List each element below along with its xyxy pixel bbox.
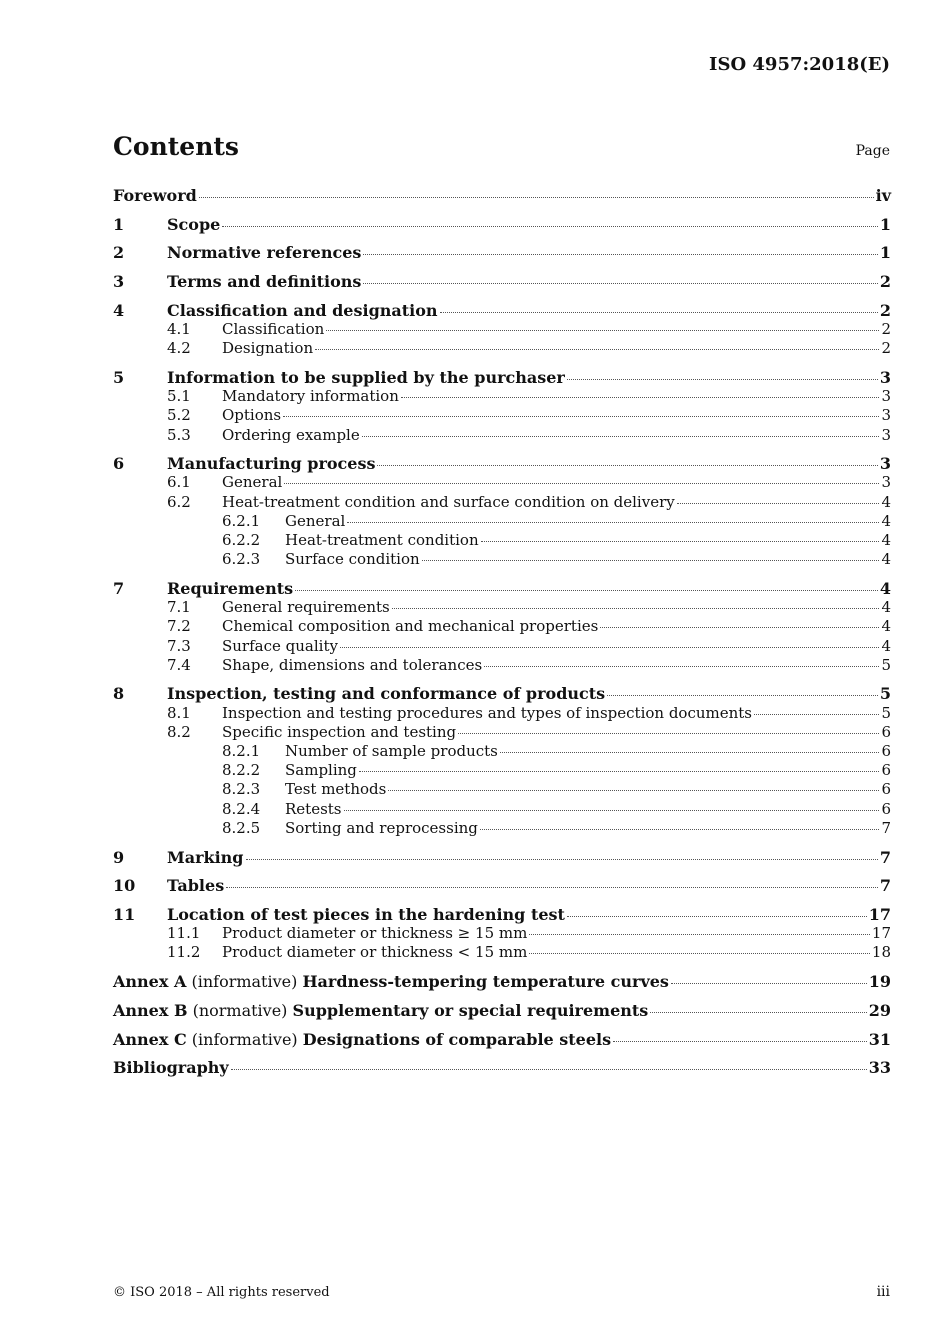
toc-entry[interactable] [113, 905, 891, 924]
toc-entry[interactable] [113, 493, 891, 512]
toc-entry[interactable] [113, 972, 891, 991]
toc-entry-number: 4.2 [167, 339, 191, 358]
toc-entry[interactable] [113, 924, 891, 943]
toc-entry[interactable] [113, 301, 891, 320]
toc-entry-title: Information to be supplied by the purchaser [167, 367, 565, 387]
toc-entry-number: 7.2 [167, 617, 191, 636]
toc-entry-page: 6 [881, 742, 891, 761]
toc-entry-page: 5 [881, 703, 891, 722]
toc-entry-title: Terms and definitions [167, 272, 362, 292]
toc-entry-title: Manufacturing process [167, 454, 376, 474]
dot-leader [363, 283, 877, 284]
toc-entry-number: 11.2 [167, 943, 201, 962]
toc-entry[interactable] [113, 272, 891, 291]
annex-type: (normative) [187, 1000, 293, 1020]
toc-entry-page: 4 [881, 531, 891, 550]
toc-entry-title [113, 972, 669, 991]
toc-entry-title: Surface condition [285, 550, 420, 569]
dot-leader [283, 416, 879, 417]
toc-entry-title: Specific inspection and testing [222, 722, 457, 741]
toc-entry-page: 29 [868, 1000, 891, 1020]
toc-entry[interactable] [113, 742, 891, 761]
dot-leader [392, 608, 880, 609]
toc-entry-title: General [285, 511, 346, 530]
toc-entry-number: 6.2.3 [222, 550, 261, 569]
copyright-notice: © ISO 2018 – All rights reserved [113, 1285, 330, 1300]
toc-entry-page: 33 [868, 1058, 891, 1078]
toc-entry-number: 5 [113, 367, 125, 387]
toc-entry[interactable] [113, 761, 891, 780]
toc-entry-number: 5.2 [167, 406, 191, 425]
toc-entry[interactable] [113, 617, 891, 636]
toc-entry[interactable] [113, 550, 891, 569]
toc-entry[interactable] [113, 819, 891, 838]
toc-entry-number: 7 [113, 578, 125, 598]
toc-entry-page: 6 [881, 761, 891, 780]
toc-entry-number: 10 [113, 876, 136, 896]
toc-entry-title: General requirements [222, 598, 390, 617]
toc-entry-number: 6 [113, 454, 125, 474]
dot-leader [440, 312, 878, 313]
dot-leader [567, 916, 867, 917]
dot-leader [284, 483, 879, 484]
toc-entry-page: 4 [881, 617, 891, 636]
toc-entry-number: 9 [113, 847, 125, 867]
table-of-contents [113, 186, 891, 1077]
toc-entry-title: Requirements [167, 578, 294, 598]
toc-entry-number: 8.1 [167, 703, 191, 722]
toc-entry-page: 6 [881, 722, 891, 741]
toc-entry-title: Heat-treatment condition and surface condition on delivery [222, 492, 675, 511]
dot-leader [480, 829, 880, 830]
dot-leader [529, 934, 870, 935]
toc-entry-title: Options [222, 406, 282, 425]
toc-entry-number: 2 [113, 243, 125, 263]
toc-entry-page: 4 [881, 550, 891, 569]
toc-entry-title: Inspection and testing procedures and types of inspection documents [222, 703, 753, 722]
toc-entry-title: Classification and designation [167, 300, 438, 320]
dot-leader [567, 379, 878, 380]
dot-leader [326, 330, 879, 331]
toc-entry[interactable] [113, 368, 891, 387]
dot-leader [500, 752, 880, 753]
toc-entry-number: 6.2.2 [222, 531, 261, 550]
toc-entry-page: iv [875, 186, 891, 205]
dot-leader [529, 953, 870, 954]
toc-entry[interactable] [113, 426, 891, 445]
toc-entry-number: 6.1 [167, 473, 191, 492]
toc-entry-title: Classification [222, 320, 325, 339]
toc-entry-page: 3 [881, 406, 891, 425]
toc-entry-title: Test methods [285, 780, 387, 799]
toc-entry[interactable] [113, 1058, 891, 1077]
annex-title: Hardness-tempering temperature curves [302, 972, 669, 992]
annex-title: Supplementary or special requirements [292, 1000, 649, 1020]
toc-entry[interactable] [113, 387, 891, 406]
toc-entry-number: 8.2.3 [222, 780, 261, 799]
toc-entry[interactable] [113, 684, 891, 703]
toc-entry-number: 11.1 [167, 924, 201, 943]
dot-leader [359, 771, 880, 772]
dot-leader [650, 1012, 866, 1013]
dot-leader [363, 254, 877, 255]
toc-entry[interactable] [113, 320, 891, 339]
dot-leader [315, 349, 879, 350]
toc-entry-page: 17 [871, 924, 891, 943]
toc-entry[interactable] [113, 406, 891, 425]
annex-title: Designations of comparable steels [302, 1029, 612, 1049]
toc-entry-page: 31 [868, 1029, 891, 1049]
toc-entry-title: General [222, 473, 283, 492]
toc-entry[interactable] [113, 454, 891, 473]
dot-leader [231, 1069, 867, 1070]
toc-entry-title: Normative references [167, 243, 362, 263]
toc-entry-title: Designation [222, 339, 314, 358]
toc-entry-page: 1 [879, 214, 891, 234]
toc-entry[interactable] [113, 943, 891, 962]
dot-leader [199, 197, 874, 198]
toc-entry-number: 8 [113, 684, 125, 704]
toc-entry-number: 4 [113, 300, 125, 320]
toc-entry-title: Bibliography [113, 1058, 229, 1078]
dot-leader [607, 695, 878, 696]
toc-entry-number: 7.4 [167, 655, 191, 674]
toc-entry[interactable] [113, 243, 891, 262]
toc-entry-number: 8.2.4 [222, 799, 261, 818]
dot-leader [677, 503, 880, 504]
dot-leader [600, 627, 879, 628]
dot-leader [295, 590, 878, 591]
toc-entry-title: Marking [167, 847, 244, 867]
dot-leader [377, 465, 877, 466]
dot-leader [222, 226, 878, 227]
document-id: ISO 4957:2018(E) [709, 54, 890, 75]
toc-entry[interactable] [113, 1030, 891, 1049]
contents-heading: Contents [113, 132, 240, 161]
toc-entry[interactable] [113, 215, 891, 234]
toc-entry-number: 4.1 [167, 320, 191, 339]
toc-entry-title: Foreword [113, 186, 197, 205]
toc-entry-number: 7.1 [167, 598, 191, 617]
toc-entry-page: 19 [868, 972, 891, 992]
annex-type: (informative) [186, 1029, 303, 1049]
toc-entry-title: Ordering example [222, 425, 360, 444]
toc-entry-page: 6 [881, 780, 891, 799]
toc-entry-page: 6 [881, 799, 891, 818]
toc-entry-title: Sampling [285, 761, 357, 780]
annex-label: Annex A [113, 972, 187, 992]
toc-entry-number: 8.2 [167, 722, 191, 741]
dot-leader [458, 733, 879, 734]
toc-entry[interactable] [113, 800, 891, 819]
toc-entry-page: 18 [871, 943, 891, 962]
toc-entry-page: 17 [868, 905, 891, 924]
dot-leader [754, 714, 879, 715]
toc-entry-page: 3 [881, 473, 891, 492]
toc-entry-page: 2 [879, 300, 891, 320]
toc-entry-number: 7.3 [167, 636, 191, 655]
toc-entry[interactable] [113, 473, 891, 492]
toc-entry-page: 7 [881, 818, 891, 837]
dot-leader [422, 560, 880, 561]
toc-entry[interactable] [113, 512, 891, 531]
toc-entry[interactable] [113, 531, 891, 550]
toc-entry-page: 4 [881, 511, 891, 530]
toc-entry[interactable] [113, 579, 891, 598]
toc-entry-number: 1 [113, 214, 125, 234]
dot-leader [671, 983, 867, 984]
toc-entry-number: 11 [113, 905, 136, 924]
toc-entry-page: 2 [879, 272, 891, 292]
toc-entry-title: Sorting and reprocessing [285, 818, 478, 837]
toc-entry-title: Location of test pieces in the hardening test [167, 905, 565, 924]
toc-entry[interactable] [113, 780, 891, 799]
toc-entry-page: 7 [879, 847, 891, 867]
toc-entry-number: 5.1 [167, 387, 191, 406]
toc-entry-number: 6.2 [167, 492, 191, 511]
toc-entry[interactable] [113, 876, 891, 895]
annex-type: (informative) [186, 972, 303, 992]
dot-leader [362, 436, 880, 437]
toc-entry[interactable] [113, 186, 891, 205]
toc-entry[interactable] [113, 637, 891, 656]
toc-entry-title: Scope [167, 214, 221, 234]
dot-leader [226, 887, 878, 888]
dot-leader [347, 522, 879, 523]
dot-leader [344, 810, 880, 811]
toc-entry-number: 5.3 [167, 425, 191, 444]
dot-leader [613, 1041, 867, 1042]
toc-entry-page: 4 [881, 598, 891, 617]
toc-entry-page: 7 [879, 876, 891, 896]
toc-entry-page: 4 [879, 578, 891, 598]
dot-leader [246, 859, 878, 860]
toc-entry-page: 3 [881, 387, 891, 406]
toc-entry[interactable] [113, 1001, 891, 1020]
toc-entry-title: Heat-treatment condition [285, 531, 479, 550]
toc-entry-page: 5 [879, 684, 891, 704]
toc-entry-title: Retests [285, 799, 342, 818]
toc-entry[interactable] [113, 704, 891, 723]
toc-entry-title: Chemical composition and mechanical properties [222, 617, 599, 636]
annex-label: Annex B [113, 1000, 188, 1020]
dot-leader [484, 666, 879, 667]
dot-leader [481, 541, 880, 542]
annex-label: Annex C [113, 1029, 187, 1049]
page-number: iii [876, 1284, 890, 1300]
dot-leader [340, 647, 880, 648]
dot-leader [388, 790, 879, 791]
toc-entry[interactable] [113, 848, 891, 867]
toc-entry-page: 5 [881, 655, 891, 674]
toc-entry-title [113, 1001, 648, 1020]
toc-entry-title: Number of sample products [285, 742, 498, 761]
toc-entry-title: Inspection, testing and conformance of products [167, 684, 606, 704]
toc-entry-number: 8.2.1 [222, 742, 261, 761]
toc-entry-page: 4 [881, 636, 891, 655]
toc-entry-number: 6.2.1 [222, 511, 261, 530]
toc-entry-page: 2 [881, 339, 891, 358]
page-column-label: Page [855, 143, 890, 159]
toc-entry-page: 3 [879, 367, 891, 387]
toc-entry-page: 4 [881, 492, 891, 511]
toc-entry-page: 1 [879, 243, 891, 263]
toc-entry[interactable] [113, 656, 891, 675]
toc-entry-number: 8.2.5 [222, 818, 261, 837]
toc-entry-title: Shape, dimensions and tolerances [222, 655, 483, 674]
toc-entry-page: 2 [881, 320, 891, 339]
toc-entry-page: 3 [879, 454, 891, 474]
toc-entry-title [113, 1030, 611, 1049]
toc-entry-number: 3 [113, 272, 125, 292]
dot-leader [401, 397, 880, 398]
toc-entry-title: Tables [167, 876, 225, 896]
toc-entry-page: 3 [881, 425, 891, 444]
toc-entry[interactable] [113, 339, 891, 358]
toc-entry[interactable] [113, 598, 891, 617]
toc-entry-title: Mandatory information [222, 387, 399, 406]
toc-entry-title: Product diameter or thickness ≥ 15 mm [222, 924, 528, 943]
toc-entry-title: Product diameter or thickness < 15 mm [222, 943, 528, 962]
toc-entry-number: 8.2.2 [222, 761, 261, 780]
toc-entry-title: Surface quality [222, 636, 338, 655]
toc-entry[interactable] [113, 723, 891, 742]
